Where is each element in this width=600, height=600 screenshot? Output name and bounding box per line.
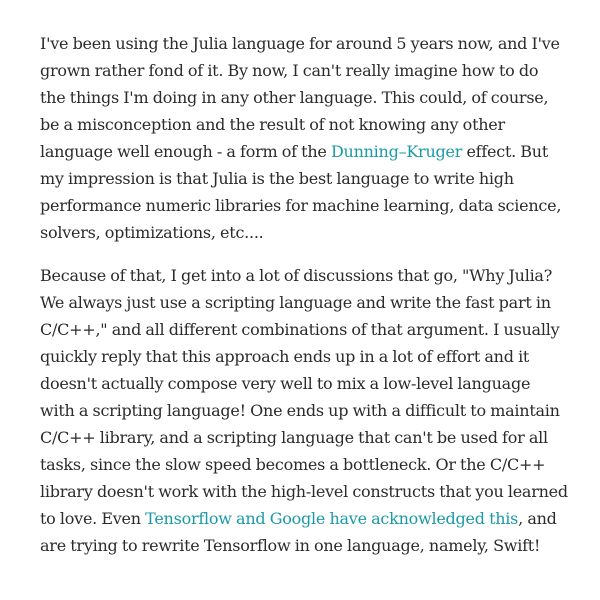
paragraph-text: I've been using the Julia language for around 5 years now, and I've grown rather fond of it. By now, I can't really imagine how to do the things I'm doing in any other language. This could, of course, be a misconception and the result of not knowing any other language well enough - a form of the (40, 34, 560, 161)
paragraph-why-julia (40, 262, 568, 559)
paragraph-julia-intro (40, 30, 568, 246)
article-body (40, 30, 568, 575)
paragraph-text: Because of that, I get into a lot of discussions that go, "Why Julia? We always just use a scripting language and write the fast part in C/C++," and all different combinations of that argument. I usually quickly reply that this approach ends up in a lot of effort and it doesn't actually compose very well to mix a low-level language with a scripting language! One ends up with a difficult to maintain C/C++ library, and a scripting language that can't be used for all tasks, since the slow speed becomes a bottleneck. Or the C/C++ library doesn't work with the high-level constructs that you learned to love. Even (40, 266, 568, 528)
tensorflow-google-link[interactable]: Tensorflow and Google have acknowledged this (145, 509, 519, 528)
dunning-kruger-link[interactable]: Dunning–Kruger (330, 142, 463, 161)
paragraph-text: effect. But my impression is that Julia is the best language to write high performance numeric libraries for machine learning, data science, solvers, optimizations, etc.... (40, 142, 562, 242)
paragraph-text: , and are trying to rewrite Tensorflow in one language, namely, Swift! (40, 509, 557, 555)
